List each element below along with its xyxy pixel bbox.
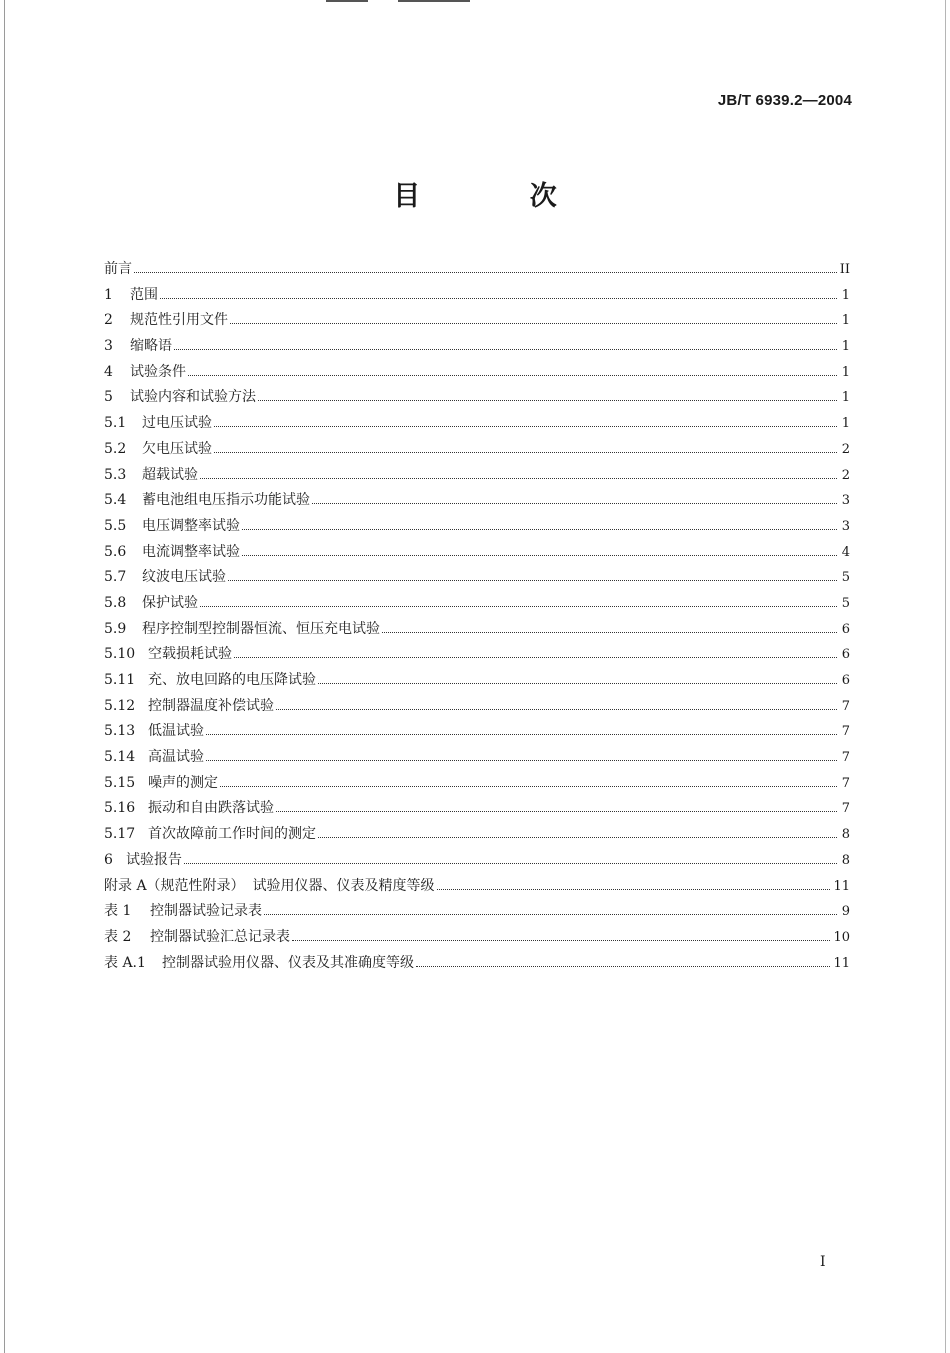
toc-entry[interactable] — [104, 360, 850, 386]
toc-entry-page: 3 — [841, 518, 850, 534]
toc-entry-number: 5.5 — [104, 517, 127, 534]
dot-leader — [160, 298, 837, 299]
toc-entry[interactable] — [104, 874, 850, 900]
toc-entry-title: 试验内容和试验方法 — [130, 389, 256, 406]
dot-leader — [200, 478, 837, 479]
toc-entry[interactable] — [104, 925, 850, 951]
toc-entry-number: 附录 A（规范性附录） — [104, 877, 245, 894]
dot-leader — [382, 632, 837, 633]
dot-leader — [292, 940, 830, 941]
toc-entry[interactable] — [104, 951, 850, 977]
dot-leader — [228, 580, 837, 581]
toc-entry-title: 缩略语 — [130, 338, 172, 355]
toc-entry-title: 超载试验 — [142, 466, 198, 483]
toc-entry-page: 3 — [841, 493, 850, 509]
dot-leader — [242, 529, 837, 530]
toc-entry-number: 5.17 — [104, 826, 136, 843]
toc-entry-title: 试验报告 — [126, 851, 182, 868]
dot-leader — [258, 400, 837, 401]
toc-entry-page: II — [839, 262, 850, 277]
toc-entry[interactable] — [104, 334, 850, 360]
toc-entry-page: 8 — [841, 852, 850, 868]
toc-entry-page: 1 — [841, 339, 850, 355]
toc-entry[interactable] — [104, 411, 850, 437]
toc-entry-number: 5.6 — [104, 543, 127, 560]
toc-entry-title: 欠电压试验 — [142, 440, 212, 457]
dot-leader — [437, 889, 831, 890]
toc-entry-number: 表 A.1 — [104, 954, 146, 971]
toc-entry-number: 5.12 — [104, 697, 136, 714]
dot-leader — [214, 426, 837, 427]
toc-entry-title: 范围 — [130, 286, 158, 303]
toc-entry-number: 5.11 — [104, 672, 136, 688]
toc-entry-page: 6 — [841, 647, 850, 663]
toc-entry-title: 低温试验 — [148, 723, 204, 740]
toc-entry-title: 保护试验 — [142, 594, 198, 611]
page-title: 目 次 — [393, 181, 607, 212]
toc-entry-number: 5.15 — [104, 774, 136, 791]
toc-entry-title: 噪声的测定 — [148, 774, 218, 791]
toc-entry[interactable] — [104, 771, 850, 797]
toc-entry-title: 试验条件 — [130, 363, 186, 380]
toc-entry-title: 规范性引用文件 — [130, 312, 228, 329]
dot-leader — [234, 657, 837, 658]
toc-entry[interactable] — [104, 565, 850, 591]
toc-entry-page: 5 — [841, 595, 850, 611]
toc-entry-number: 5.16 — [104, 800, 136, 817]
toc-entry-number: 表 2 — [104, 928, 132, 945]
toc-entry-page: 1 — [841, 313, 850, 329]
toc-entry-title: 首次故障前工作时间的测定 — [148, 826, 316, 843]
dot-leader — [264, 914, 837, 915]
toc-entry-number: 5.3 — [104, 466, 127, 483]
toc-entry-page: 5 — [841, 570, 850, 586]
dot-leader — [276, 709, 837, 710]
toc-entry-number: 5 — [104, 389, 113, 406]
toc-entry[interactable] — [104, 385, 850, 411]
dot-leader — [206, 760, 837, 761]
toc-entry[interactable] — [104, 796, 850, 822]
toc-entry-title: 蓄电池组电压指示功能试验 — [142, 492, 310, 509]
toc-entry[interactable] — [104, 899, 850, 925]
dot-leader — [174, 349, 837, 350]
toc-entry-title: 控制器温度补偿试验 — [148, 697, 274, 714]
toc-entry-number: 5.7 — [104, 569, 127, 586]
toc-entry-title: 充、放电回路的电压降试验 — [148, 672, 316, 688]
toc-entry[interactable] — [104, 514, 850, 540]
toc-entry-title: 试验用仪器、仪表及精度等级 — [252, 877, 435, 894]
toc-entry-page: 1 — [841, 287, 850, 303]
toc-entry[interactable] — [104, 488, 850, 514]
toc-entry[interactable] — [104, 822, 850, 848]
toc-entry-page: 7 — [841, 775, 850, 791]
toc-entry[interactable] — [104, 308, 850, 334]
document-code: JB/T 6939.2—2004 — [717, 92, 852, 109]
dot-leader — [206, 734, 837, 735]
toc-entry-number: 5.8 — [104, 594, 127, 611]
toc-entry-title: 前言 — [104, 261, 132, 277]
toc-entry-number: 4 — [104, 363, 113, 380]
toc-entry-number: 5.10 — [104, 646, 136, 663]
toc-entry-page: 1 — [841, 390, 850, 406]
dot-leader — [214, 452, 837, 453]
dot-leader — [134, 272, 837, 273]
toc-entry-title: 高温试验 — [148, 749, 204, 766]
dot-leader — [230, 323, 837, 324]
toc-entry-number: 表 1 — [104, 903, 132, 920]
toc-entry-page: 10 — [833, 929, 850, 945]
dot-leader — [318, 837, 837, 838]
toc-entry-title: 程序控制型控制器恒流、恒压充电试验 — [142, 620, 380, 637]
dot-leader — [188, 375, 837, 376]
toc-entry-number: 5.4 — [104, 492, 127, 509]
toc-entry-number: 6 — [104, 851, 113, 868]
toc-entry-page: 7 — [841, 750, 850, 766]
toc-entry-page: 2 — [841, 467, 850, 483]
toc-entry-title: 电流调整率试验 — [142, 543, 240, 560]
toc-entry-title: 过电压试验 — [142, 415, 212, 432]
toc-entry[interactable] — [104, 283, 850, 309]
toc-entry-page: 7 — [841, 698, 850, 714]
toc-entry-title: 控制器试验记录表 — [150, 903, 262, 920]
toc-entry-number: 1 — [104, 286, 113, 303]
toc-entry-number: 5.2 — [104, 440, 127, 457]
dot-leader — [220, 786, 837, 787]
toc-entry-number: 5.14 — [104, 749, 136, 766]
dot-leader — [416, 966, 830, 967]
toc-entry-page: 2 — [841, 441, 850, 457]
dot-leader — [184, 863, 837, 864]
scan-top-mark — [326, 0, 368, 2]
toc-entry[interactable] — [104, 694, 850, 720]
toc-entry[interactable] — [104, 257, 850, 283]
toc-entry-title: 控制器试验汇总记录表 — [150, 928, 290, 945]
dot-leader — [242, 555, 837, 556]
toc-entry-number: 5.9 — [104, 620, 127, 637]
toc-entry-page: 11 — [833, 955, 850, 971]
toc-entry[interactable] — [104, 591, 850, 617]
dot-leader — [312, 503, 837, 504]
toc-entry-page: 1 — [841, 416, 850, 432]
toc-entry-page: 8 — [841, 827, 850, 843]
toc-entry-page: 11 — [833, 878, 850, 894]
toc-entry[interactable] — [104, 642, 850, 668]
toc-entry-title: 控制器试验用仪器、仪表及其准确度等级 — [162, 954, 414, 971]
toc-entry-number: 5.13 — [104, 723, 136, 740]
toc-entry[interactable] — [104, 745, 850, 771]
toc-entry-page: 1 — [841, 364, 850, 380]
toc-entry-number: 3 — [104, 338, 113, 355]
dot-leader — [276, 811, 837, 812]
toc-entry-title: 纹波电压试验 — [142, 569, 226, 586]
toc-entry[interactable] — [104, 668, 850, 694]
toc-entry-number: 5.1 — [104, 415, 127, 432]
toc-entry-title: 电压调整率试验 — [142, 517, 240, 534]
toc-entry-page: 6 — [841, 673, 850, 688]
toc-entry-title: 空载损耗试验 — [148, 646, 232, 663]
scan-top-mark — [398, 0, 470, 2]
toc-entry[interactable] — [104, 463, 850, 489]
toc-entry[interactable] — [104, 540, 850, 566]
toc-entry[interactable] — [104, 617, 850, 643]
toc-entry[interactable] — [104, 848, 850, 874]
toc-entry-page: 7 — [841, 724, 850, 740]
dot-leader — [318, 683, 837, 684]
table-of-contents — [104, 257, 850, 976]
toc-entry-title: 振动和自由跌落试验 — [148, 800, 274, 817]
toc-entry-page: 6 — [841, 621, 850, 637]
toc-entry-page: 4 — [841, 544, 850, 560]
dot-leader — [200, 606, 837, 607]
page-number: I — [820, 1254, 826, 1270]
toc-entry[interactable] — [104, 437, 850, 463]
toc-entry[interactable] — [104, 719, 850, 745]
toc-entry-number: 2 — [104, 312, 113, 329]
toc-entry-page: 9 — [841, 904, 850, 920]
toc-entry-page: 7 — [841, 801, 850, 817]
